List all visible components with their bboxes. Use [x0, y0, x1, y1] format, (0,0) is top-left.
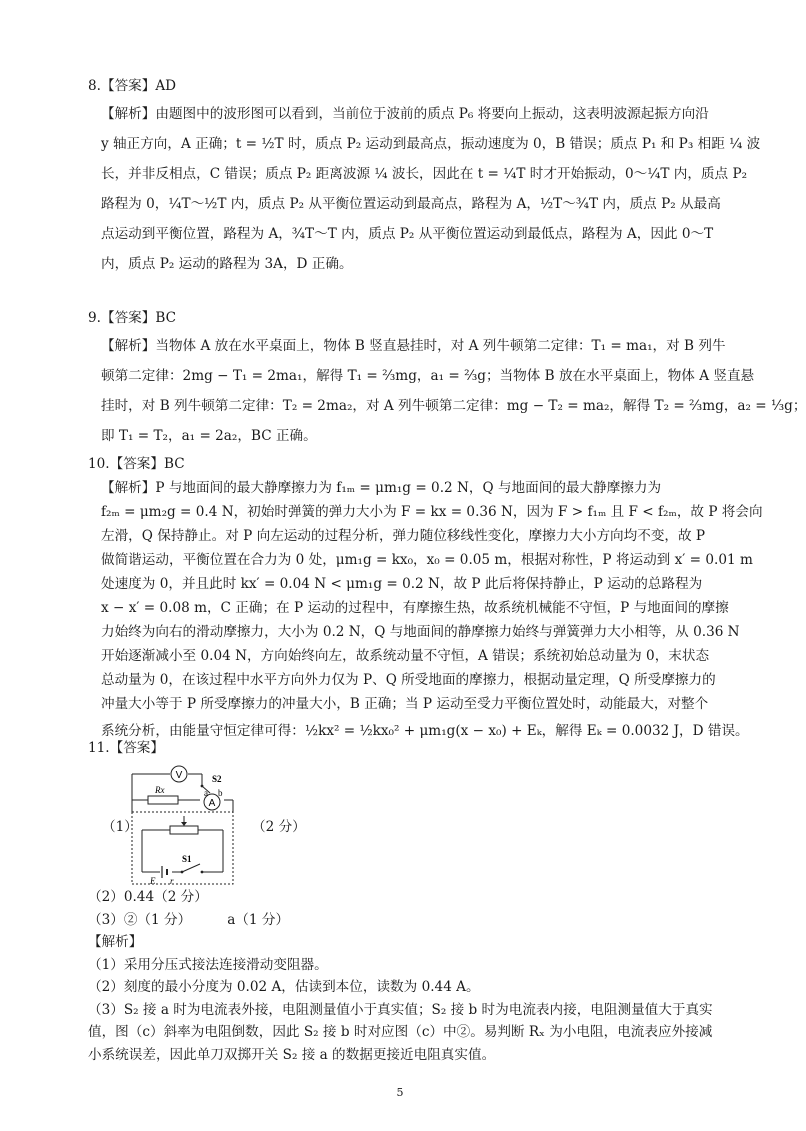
- circuit-diagram: [120, 760, 245, 885]
- q10-line: 力始终为向右的滑动摩擦力，大小为 0.2 N，Q 与地面间的静摩擦力始终与弹簧弹力大小相等，从 0.36 N: [101, 624, 740, 640]
- q11-part1-label: （1）: [102, 819, 138, 835]
- q8-line: 内，质点 P₂ 运动的路程为 3A，D 正确。: [101, 256, 353, 272]
- ammeter-label: A: [208, 798, 216, 809]
- q9-section: [88, 305, 806, 451]
- q9-line: 【解析】当物体 A 放在水平桌面上，物体 B 竖直悬挂时，对 A 列牛顿第二定律：T₁ = ma₁，对 B 列牛: [101, 338, 726, 354]
- q10-answer: 10.【答案】BC: [88, 456, 185, 472]
- q9-line: 即 T₁ = T₂，a₁ = 2a₂，BC 正确。: [101, 428, 317, 444]
- q11-answer: 11.【答案】: [88, 740, 164, 756]
- q10-section: [88, 452, 763, 746]
- q11-header: [88, 735, 718, 761]
- q11-part2: （2）0.44（2 分）: [88, 889, 208, 905]
- q10-line: 系统分析，由能量守恒定律可得：½kx² = ½kx₀² + μm₁g(x − x₀) + Eₖ，解得 Eₖ = 0.0032 J，D 错误。: [101, 723, 749, 739]
- internal-resistance-label: r: [170, 876, 174, 886]
- q8-line: 【解析】由题图中的波形图可以看到，当前位于波前的质点 P₆ 将要向上振动，这表明波源起振方向沿: [101, 106, 709, 122]
- q8-line: 点运动到平衡位置，路程为 A，¾T～T 内，质点 P₂ 从平衡位置运动到最低点，路程为 A，因此 0～T: [101, 226, 714, 242]
- q10-line: 左滑，Q 保持静止。对 P 向左运动的过程分析，弹力随位移线性变化，摩擦力大小方向均不变，故 P: [101, 528, 706, 544]
- q11-analysis-line: （1）采用分压式接法连接滑动变阻器。: [88, 956, 328, 973]
- q10-line: 开始逐渐减小至 0.04 N，方向始终向左，故系统动量不守恒，A 错误；系统初始总动量为 0，末状态: [101, 648, 710, 664]
- resistor-label: Rx: [155, 785, 165, 795]
- q11-analysis-title: 【解析】: [88, 934, 143, 950]
- q11-body: [88, 886, 718, 1066]
- q11-analysis-line: （2）刻度的最小分度为 0.02 A，估读到本位，读数为 0.44 A。: [88, 979, 480, 995]
- switch-contact-dot: [201, 871, 204, 874]
- q11-part3: [88, 909, 718, 932]
- q11-part1-score: （2 分）: [252, 819, 306, 835]
- q9-line: 挂时，对 B 列牛顿第二定律：T₂ = 2ma₂，对 A 列牛顿第二定律：mg − T₂ = ma₂，解得 T₂ = ⅔mg，a₂ = ⅓g；: [101, 398, 806, 414]
- q11-analysis-line: 小系统误差，因此单刀双掷开关 S₂ 接 a 的数据更接近电阻真实值。: [88, 1046, 496, 1063]
- q9-answer: 9.【答案】BC: [88, 310, 176, 326]
- q10-line: 处速度为 0，并且此时 kx′ = 0.04 N < μm₁g = 0.2 N，故 P 此后将保持静止，P 运动的总路程为: [101, 576, 703, 592]
- switch-contact-dot: [181, 871, 184, 874]
- q10-line: 【解析】P 与地面间的最大静摩擦力为 f₁ₘ = μm₁g = 0.2 N，Q 与地面间的最大静摩擦力为: [101, 480, 662, 496]
- q8-answer: 8.【答案】AD: [88, 78, 177, 94]
- q8-line: 长，并非反相点，C 错误；质点 P₂ 距离波源 ¼ 波长，因此在 t = ¼T 时才开始振动，0～¼T 内，质点 P₂: [101, 166, 748, 182]
- voltmeter-label: V: [175, 770, 183, 781]
- resistor-rx-symbol: [148, 796, 178, 804]
- rheostat-slider-icon: [181, 822, 187, 826]
- switch1-label: S1: [182, 854, 192, 864]
- q10-line: 总动量为 0，在该过程中水平方向外力仅为 P、Q 所受地面的摩擦力，根据动量定理，Q 所受摩擦力的: [101, 672, 716, 688]
- q11-part3-b: a（1 分）: [227, 911, 290, 928]
- q8-section: [88, 73, 761, 279]
- rheostat-symbol: [170, 826, 198, 834]
- q11-analysis-line: （3）S₂ 接 a 时为电流表外接，电阻测量值小于真实值；S₂ 接 b 时为电流表内接，电阻测量值大于真实: [88, 1001, 713, 1018]
- q10-line: 冲量大小等于 P 所受摩擦力的冲量大小，B 正确；当 P 运动至受力平衡位置处时，动能最大，对整个: [101, 696, 709, 712]
- q11-analysis-line: 值，图（c）斜率为电阻倒数，因此 S₂ 接 b 时对应图（c）中②。易判断 Rₓ 为小电阻，电流表应外接减: [88, 1024, 713, 1040]
- q10-line: x − x′ = 0.08 m，C 正确；在 P 运动的过程中，有摩擦生热，故系统机械能不守恒，P 与地面间的摩擦: [101, 600, 729, 616]
- q10-line: 做简谐运动，平衡位置在合力为 0 处，μm₁g = kx₀，x₀ = 0.05 m，根据对称性，P 将运动到 x′ = 0.01 m: [101, 552, 753, 568]
- terminal-a-label: a: [204, 788, 208, 798]
- q9-line: 顿第二定律：2mg − T₁ = 2ma₁，解得 T₁ = ⅔mg，a₁ = ⅔g；当物体 B 放在水平桌面上，物体 A 竖直悬: [101, 368, 755, 384]
- emf-label: E: [150, 876, 156, 886]
- switch-contact-dot: [201, 785, 204, 788]
- q8-line: y 轴正方向，A 正确；t = ½T 时，质点 P₂ 运动到最高点，振动速度为 0，B 错误；质点 P₁ 和 P₃ 相距 ¼ 波: [101, 136, 761, 152]
- q8-line: 路程为 0，¼T～½T 内，质点 P₂ 从平衡位置运动到最高点，路程为 A，½T～¾T 内，质点 P₂ 从最高: [101, 196, 721, 212]
- q10-line: f₂ₘ = μm₂g = 0.4 N，初始时弹簧的弹力大小为 F = kx = 0.36 N，因为 F > f₁ₘ 且 F < f₂ₘ，故 P 将会向: [101, 504, 763, 520]
- page-number: 5: [396, 1086, 404, 1099]
- q11-part3-a: （3）②（1 分）: [88, 911, 192, 928]
- terminal-b-label: b: [218, 788, 223, 798]
- switch2-label: S2: [212, 774, 222, 784]
